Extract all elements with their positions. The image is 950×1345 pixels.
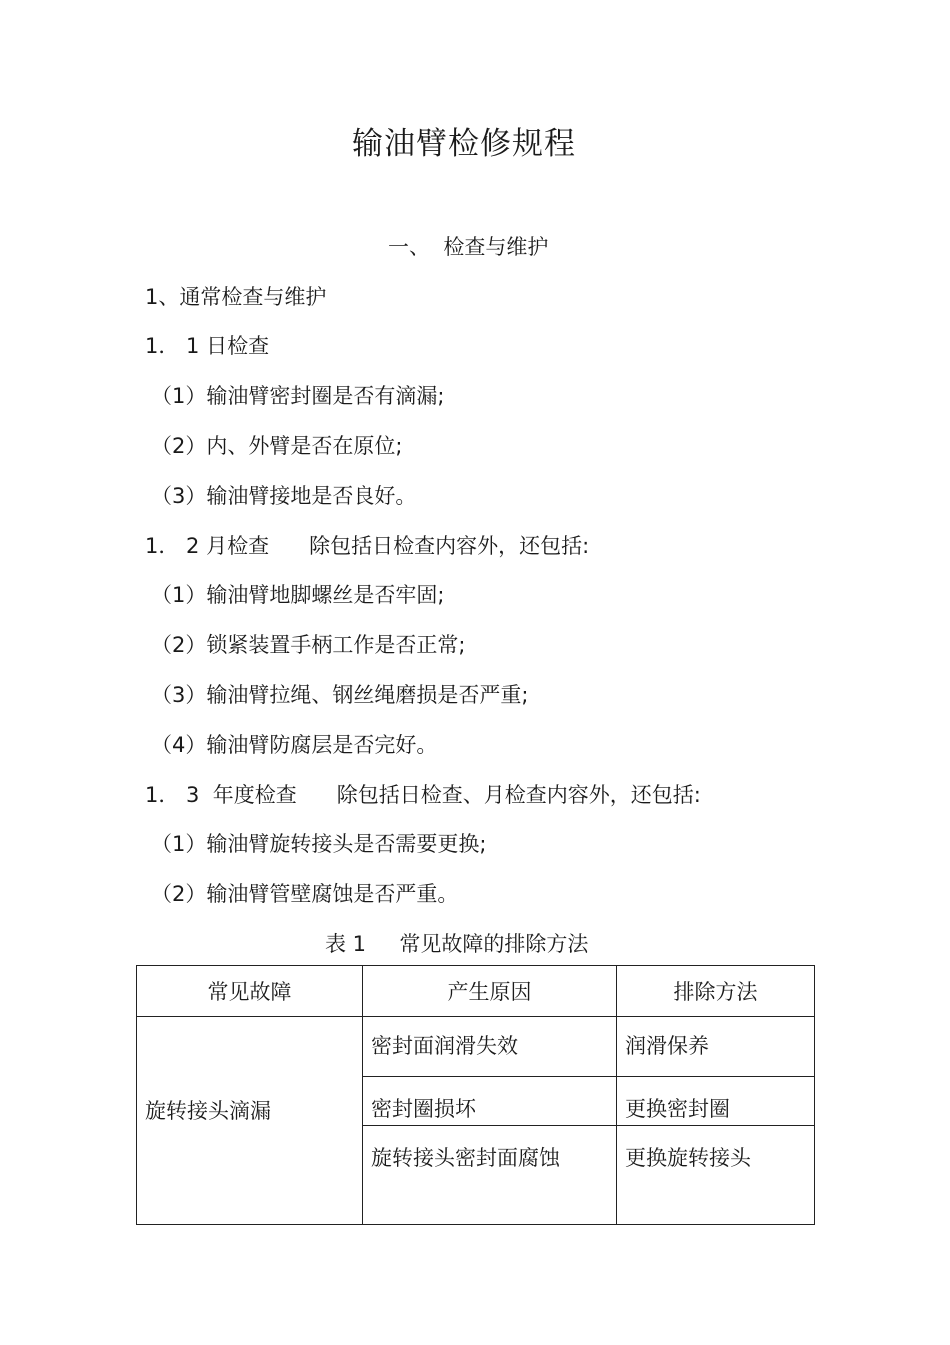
fault-table — [136, 965, 815, 1225]
remedy-text: 更换旋转接头 — [625, 1146, 751, 1170]
document-title: 输油臂检修规程 — [352, 126, 576, 162]
remedy-text: 更换密封圈 — [625, 1097, 730, 1121]
monthly-check-item: （2）锁紧装置手柄工作是否正常; — [151, 633, 466, 657]
monthly-check-heading: 1． 2 月检查 除包括日检查内容外，还包括: — [145, 534, 590, 558]
daily-check-item: （3）输油臂接地是否良好。 — [151, 484, 417, 508]
cause-text: 旋转接头密封面腐蚀 — [371, 1146, 560, 1170]
annual-check-item: （2）输油臂管壁腐蚀是否严重。 — [151, 882, 459, 906]
subsection-heading: 1、通常检查与维护 — [145, 285, 327, 309]
column-header-remedy: 排除方法 — [617, 966, 815, 1017]
monthly-check-item: （3）输油臂拉绳、钢丝绳磨损是否严重; — [151, 683, 529, 707]
monthly-check-item: （4）输油臂防腐层是否完好。 — [151, 733, 438, 757]
cause-text: 密封面润滑失效 — [371, 1034, 518, 1058]
cause-cell — [363, 1077, 617, 1126]
cause-cell — [363, 1017, 617, 1077]
fault-text: 旋转接头滴漏 — [145, 1098, 271, 1123]
daily-check-item: （1）输油臂密封圈是否有滴漏; — [151, 384, 445, 408]
table-header-row — [137, 966, 815, 1017]
table-caption: 表 1 常见故障的排除方法 — [325, 932, 589, 956]
annual-check-heading: 1． 3 年度检查 除包括日检查、月检查内容外，还包括: — [145, 783, 701, 807]
table-row — [137, 1017, 815, 1077]
daily-check-heading: 1． 1 日检查 — [145, 334, 270, 358]
fault-cell — [137, 1017, 363, 1225]
remedy-cell — [617, 1126, 815, 1225]
remedy-cell — [617, 1077, 815, 1126]
section-heading: 一、 检查与维护 — [388, 235, 549, 259]
remedy-cell — [617, 1017, 815, 1077]
daily-check-item: （2）内、外臂是否在原位; — [151, 434, 403, 458]
column-header-cause: 产生原因 — [363, 966, 617, 1017]
column-header-fault: 常见故障 — [137, 966, 363, 1017]
annual-check-item: （1）输油臂旋转接头是否需要更换; — [151, 832, 487, 856]
cause-cell — [363, 1126, 617, 1225]
remedy-text: 润滑保养 — [625, 1034, 709, 1058]
cause-text: 密封圈损坏 — [371, 1097, 476, 1121]
monthly-check-item: （1）输油臂地脚螺丝是否牢固; — [151, 583, 445, 607]
